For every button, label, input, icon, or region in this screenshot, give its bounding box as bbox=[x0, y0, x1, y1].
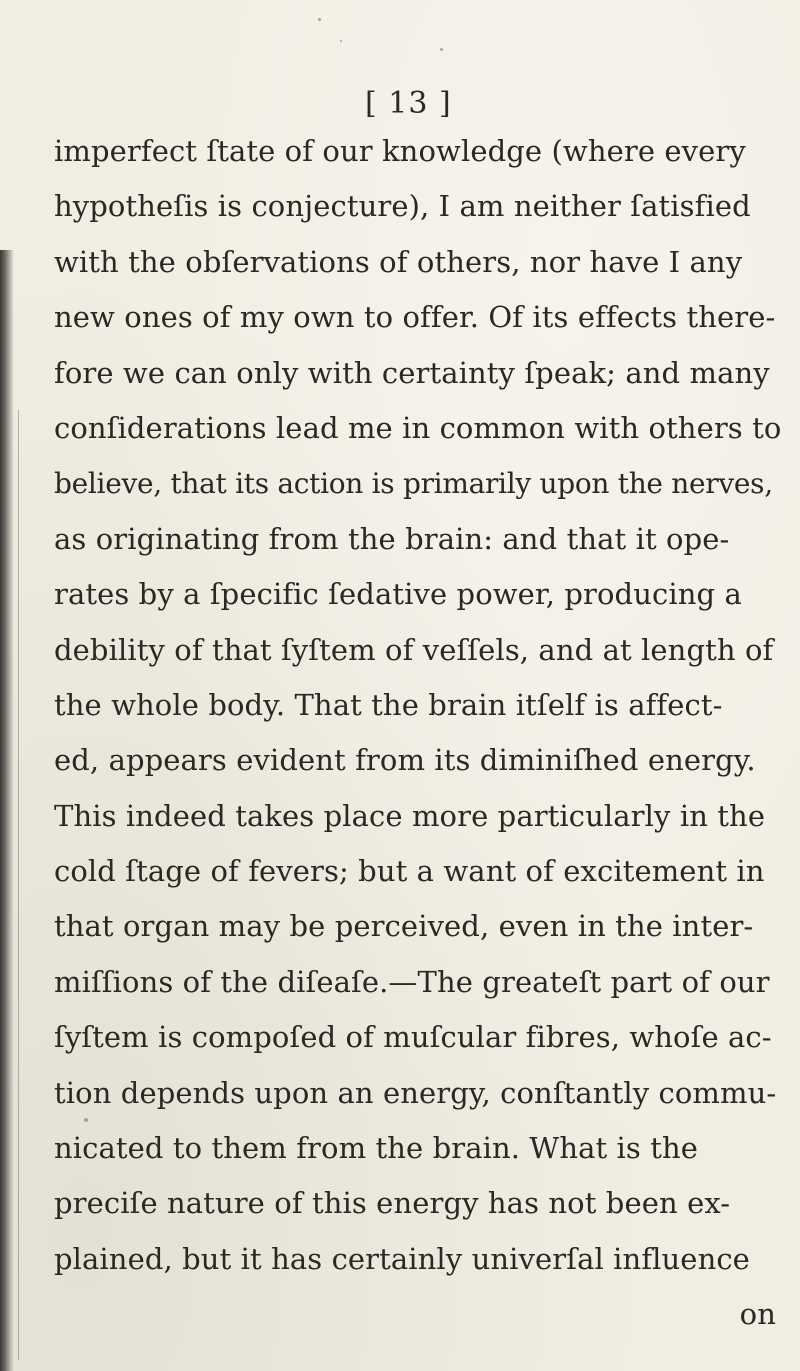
paper-speck bbox=[318, 18, 321, 21]
binding-shadow-line bbox=[18, 410, 19, 1360]
text-line: imperfect ſtate of our knowledge (where every bbox=[54, 134, 746, 168]
paper-speck bbox=[340, 40, 342, 42]
text-line: hypotheſis is conjecture), I am neither ſatisfied bbox=[54, 189, 751, 224]
text-line: debility of that ſyſtem of veſſels, and at length of bbox=[54, 632, 774, 667]
text-line: conſiderations lead me in common with others to bbox=[54, 410, 782, 445]
text-line: plained, but it has certainly univerſal influence bbox=[54, 1241, 750, 1276]
text-line: rates by a ſpecific ſedative power, producing a bbox=[54, 577, 742, 612]
body-text bbox=[54, 124, 784, 1343]
text-line: miſſions of the diſeaſe.—The greateſt part of our bbox=[54, 964, 770, 999]
text-line: ſyſtem is compoſed of muſcular fibres, whoſe ac- bbox=[54, 1020, 772, 1055]
text-line: as originating from the brain: and that it ope- bbox=[54, 521, 730, 556]
text-line: preciſe nature of this energy has not been ex- bbox=[54, 1186, 731, 1221]
text-line: tion depends upon an energy, conſtantly commu- bbox=[54, 1075, 777, 1110]
text-line: the whole body. That the brain itſelf is affect- bbox=[54, 687, 723, 722]
text-line: fore we can only with certainty ſpeak; and many bbox=[54, 355, 770, 390]
text-line: nicated to them from the brain. What is the bbox=[54, 1131, 699, 1166]
text-line: believe, that its action is primarily upon the nerves, bbox=[54, 467, 773, 501]
text-line: cold ſtage of fevers; but a want of excitement in bbox=[54, 854, 765, 889]
paper-speck bbox=[440, 48, 443, 51]
text-line: that organ may be perceived, even in the inter- bbox=[54, 909, 754, 944]
text-line: with the obſervations of others, nor have I any bbox=[54, 244, 743, 279]
catchword: on bbox=[739, 1297, 776, 1332]
text-line: new ones of my own to offer. Of its effects there- bbox=[54, 300, 776, 335]
text-line: ed, appears evident from its diminiſhed energy. bbox=[54, 743, 756, 778]
text-line: This indeed takes place more particularly in the bbox=[54, 798, 766, 833]
page-number: [ 13 ] bbox=[365, 86, 452, 121]
binding-edge bbox=[0, 250, 14, 1371]
